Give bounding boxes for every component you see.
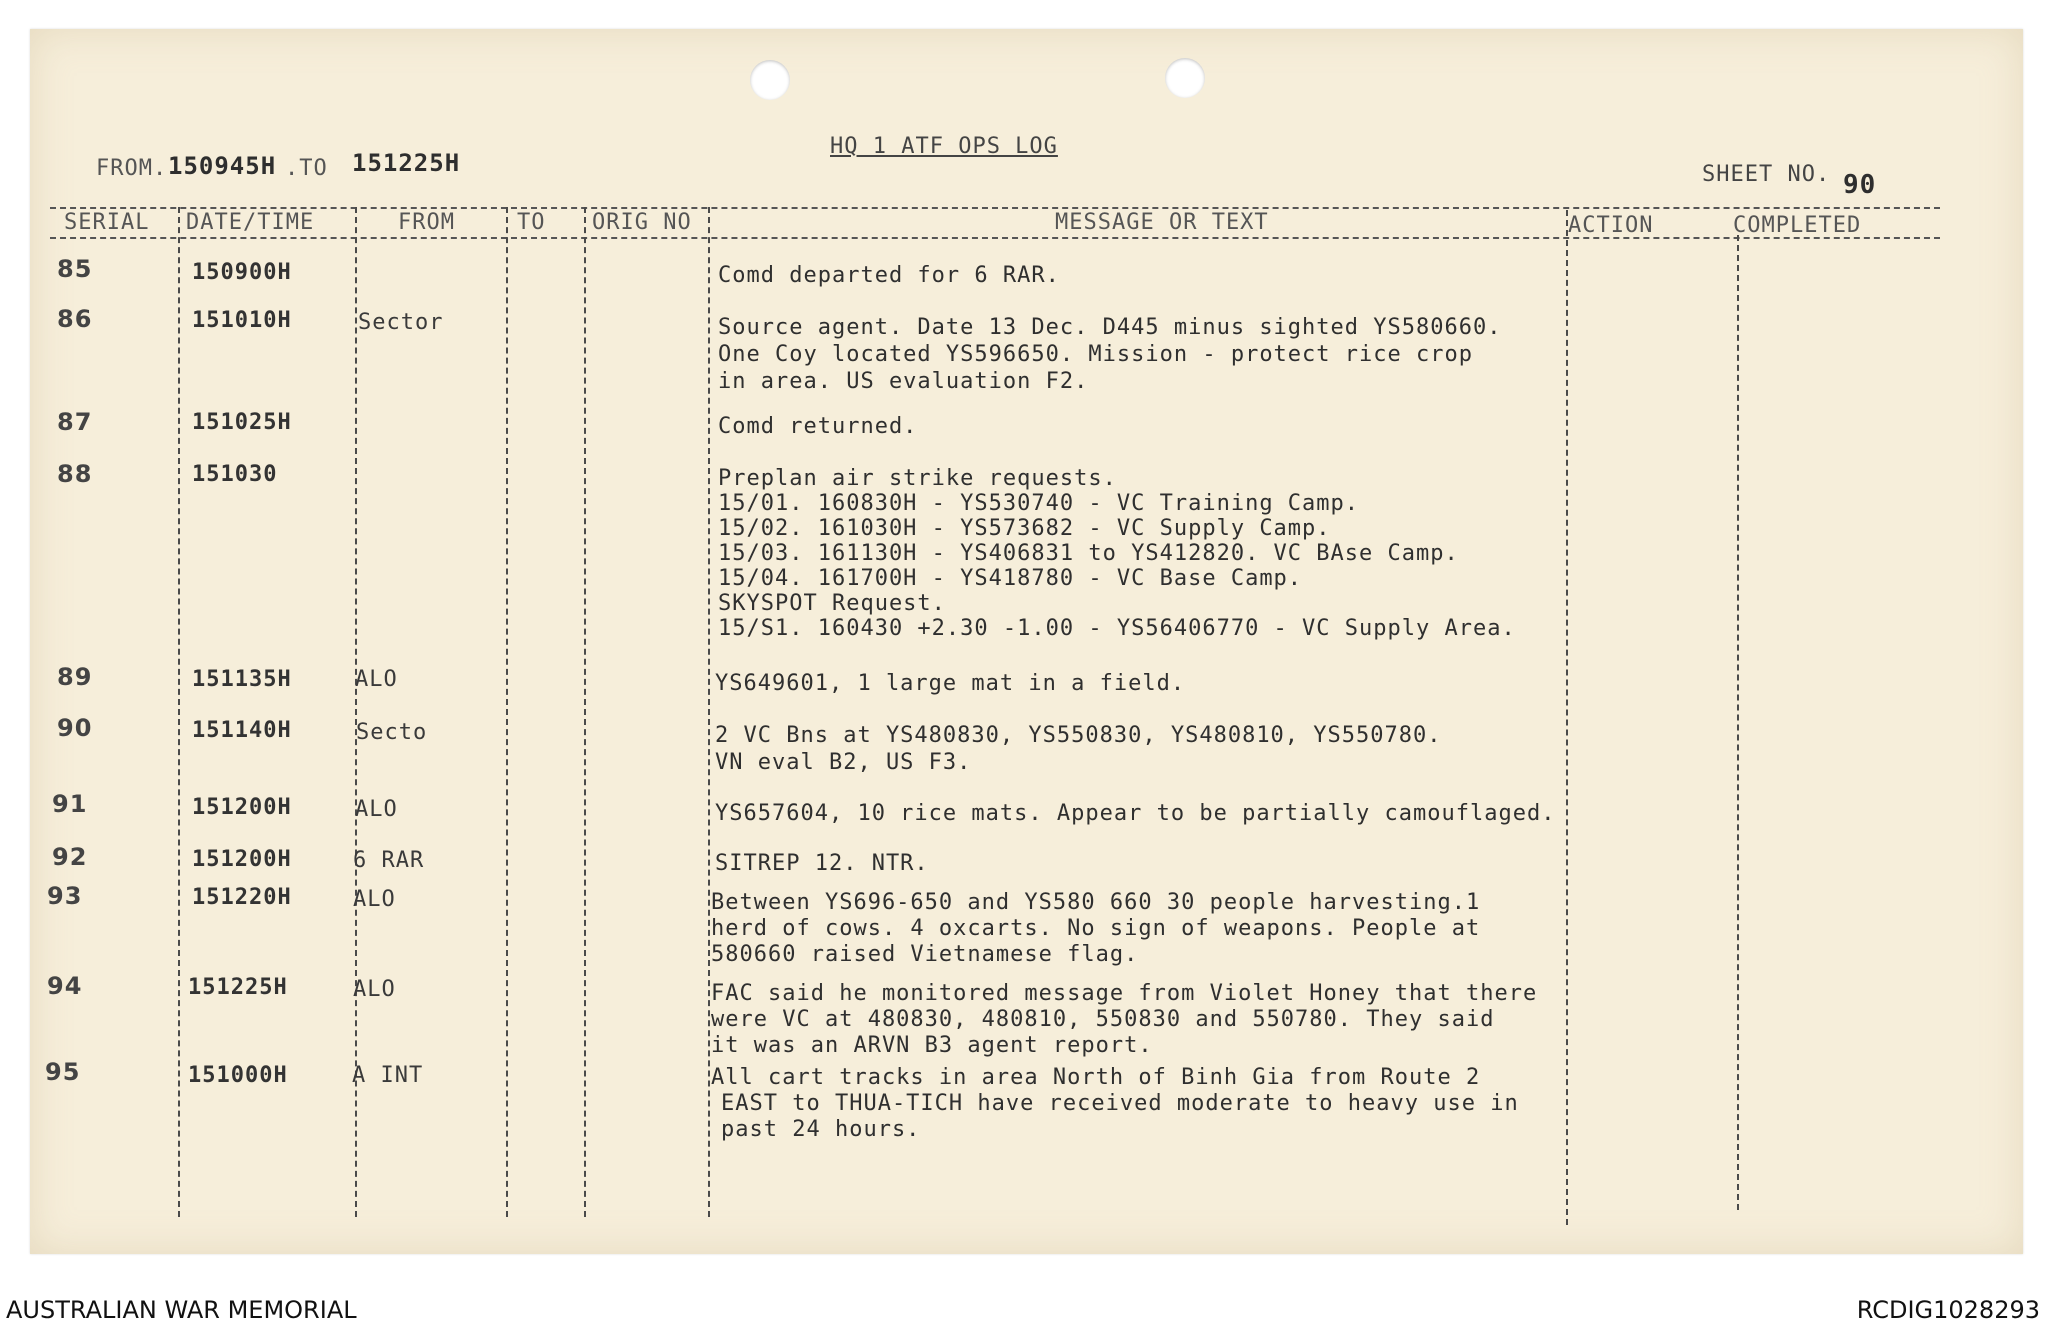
header-top-rule <box>50 207 1940 209</box>
row-from: ALO <box>355 667 398 692</box>
col-header-from: FROM <box>398 210 455 235</box>
row-message <box>715 670 1185 697</box>
message-line: in area. US evaluation F2. <box>718 369 1089 394</box>
row-datetime: 151220H <box>192 885 292 910</box>
punch-hole-right <box>1165 58 1205 98</box>
to-label: .TO <box>285 156 328 181</box>
message-line: All cart tracks in area North of Binh Gia from Route 2 <box>711 1065 1481 1090</box>
col-header-serial: SERIAL <box>64 210 150 235</box>
message-line: Preplan air strike requests. <box>718 466 1117 491</box>
row-serial: 87 <box>57 408 93 436</box>
to-value: 151225H <box>352 149 461 177</box>
row-message <box>718 262 1060 289</box>
message-line: 15/03. 161130H - YS406831 to YS412820. VC BAse Camp. <box>718 541 1459 566</box>
message-line: EAST to THUA-TICH have received moderate to heavy use in <box>721 1091 1519 1116</box>
row-from: 6 RAR <box>353 848 425 873</box>
row-message <box>718 466 1516 641</box>
row-serial: 85 <box>57 255 93 283</box>
row-serial: 95 <box>45 1058 81 1086</box>
message-line: 15/S1. 160430 +2.30 -1.00 - YS56406770 - VC Supply Area. <box>718 616 1516 641</box>
row-datetime: 151010H <box>192 308 292 333</box>
message-line: FAC said he monitored message from Violet Honey that there <box>711 981 1538 1006</box>
message-line: One Coy located YS596650. Mission - protect rice crop <box>718 342 1473 367</box>
message-line: Source agent. Date 13 Dec. D445 minus sighted YS580660. <box>718 315 1502 340</box>
message-line: VN eval B2, US F3. <box>715 750 972 775</box>
divider-action <box>1737 235 1739 1210</box>
header-bottom-rule <box>50 237 1940 239</box>
footer-record-id: RCDIG1028293 <box>1856 1296 2040 1324</box>
row-message <box>711 981 1537 1059</box>
divider-to <box>584 207 586 1217</box>
col-header-action: ACTION <box>1568 213 1654 238</box>
col-header-orig-no: ORIG NO <box>592 210 692 235</box>
punch-hole-left <box>750 60 790 100</box>
divider-serial <box>178 207 180 1217</box>
message-line: it was an ARVN B3 agent report. <box>711 1033 1153 1058</box>
row-from: Secto <box>356 720 428 745</box>
message-line: Comd returned. <box>718 414 918 439</box>
row-from: ALO <box>353 887 396 912</box>
message-line: 2 VC Bns at YS480830, YS550830, YS480810, YS550780. <box>715 723 1442 748</box>
sheet-value: 90 <box>1843 170 1877 200</box>
row-message <box>715 722 1442 776</box>
row-datetime: 151030 <box>192 462 278 487</box>
sheet-label: SHEET NO. <box>1702 162 1831 187</box>
col-header-to: TO <box>517 210 546 235</box>
row-message <box>715 850 929 877</box>
row-message <box>718 314 1501 395</box>
row-serial: 86 <box>57 305 93 333</box>
row-serial: 94 <box>47 972 83 1000</box>
message-line: 15/02. 161030H - YS573682 - VC Supply Camp. <box>718 516 1331 541</box>
row-from: ALO <box>353 977 396 1002</box>
row-datetime: 151000H <box>188 1063 288 1088</box>
row-serial: 89 <box>57 663 93 691</box>
row-datetime: 151200H <box>192 795 292 820</box>
row-from: ALO <box>355 797 398 822</box>
row-serial: 90 <box>57 714 93 742</box>
message-line: SITREP 12. NTR. <box>715 851 929 876</box>
row-serial: 92 <box>52 843 88 871</box>
row-serial: 93 <box>47 882 83 910</box>
col-header-message: MESSAGE OR TEXT <box>1055 210 1269 235</box>
message-line: 15/01. 160830H - YS530740 - VC Training Camp. <box>718 491 1360 516</box>
row-datetime: 151135H <box>192 667 292 692</box>
footer-archive-name: AUSTRALIAN WAR MEMORIAL <box>6 1296 357 1324</box>
row-from: A INT <box>352 1063 424 1088</box>
message-line: Comd departed for 6 RAR. <box>718 263 1060 288</box>
row-message <box>715 800 1555 827</box>
row-message <box>711 1065 1519 1143</box>
row-datetime: 150900H <box>192 260 292 285</box>
message-line: SKYSPOT Request. <box>718 591 946 616</box>
from-label: FROM. <box>96 156 168 181</box>
col-header-datetime: DATE/TIME <box>186 210 315 235</box>
row-serial: 91 <box>52 790 88 818</box>
message-line: 15/04. 161700H - YS418780 - VC Base Camp. <box>718 566 1303 591</box>
row-message <box>711 890 1480 968</box>
message-line: YS649601, 1 large mat in a field. <box>715 671 1186 696</box>
message-line: herd of cows. 4 oxcarts. No sign of weapons. People at <box>711 916 1481 941</box>
row-datetime: 151140H <box>192 718 292 743</box>
row-datetime: 151200H <box>192 847 292 872</box>
row-datetime: 151225H <box>188 975 288 1000</box>
divider-orig-no <box>708 207 710 1217</box>
row-from: Sector <box>358 310 444 335</box>
row-message <box>718 413 917 440</box>
divider-message <box>1566 210 1568 1225</box>
from-value: 150945H <box>168 152 277 180</box>
message-line: past 24 hours. <box>721 1117 921 1142</box>
page-title: HQ 1 ATF OPS LOG <box>830 134 1058 159</box>
row-datetime: 151025H <box>192 410 292 435</box>
divider-from <box>506 207 508 1217</box>
message-line: YS657604, 10 rice mats. Appear to be partially camouflaged. <box>715 801 1556 826</box>
message-line: Between YS696-650 and YS580 660 30 people harvesting.1 <box>711 890 1481 915</box>
message-line: were VC at 480830, 480810, 550830 and 550780. They said <box>711 1007 1495 1032</box>
message-line: 580660 raised Vietnamese flag. <box>711 942 1139 967</box>
col-header-completed: COMPLETED <box>1733 213 1862 238</box>
row-serial: 88 <box>57 460 93 488</box>
